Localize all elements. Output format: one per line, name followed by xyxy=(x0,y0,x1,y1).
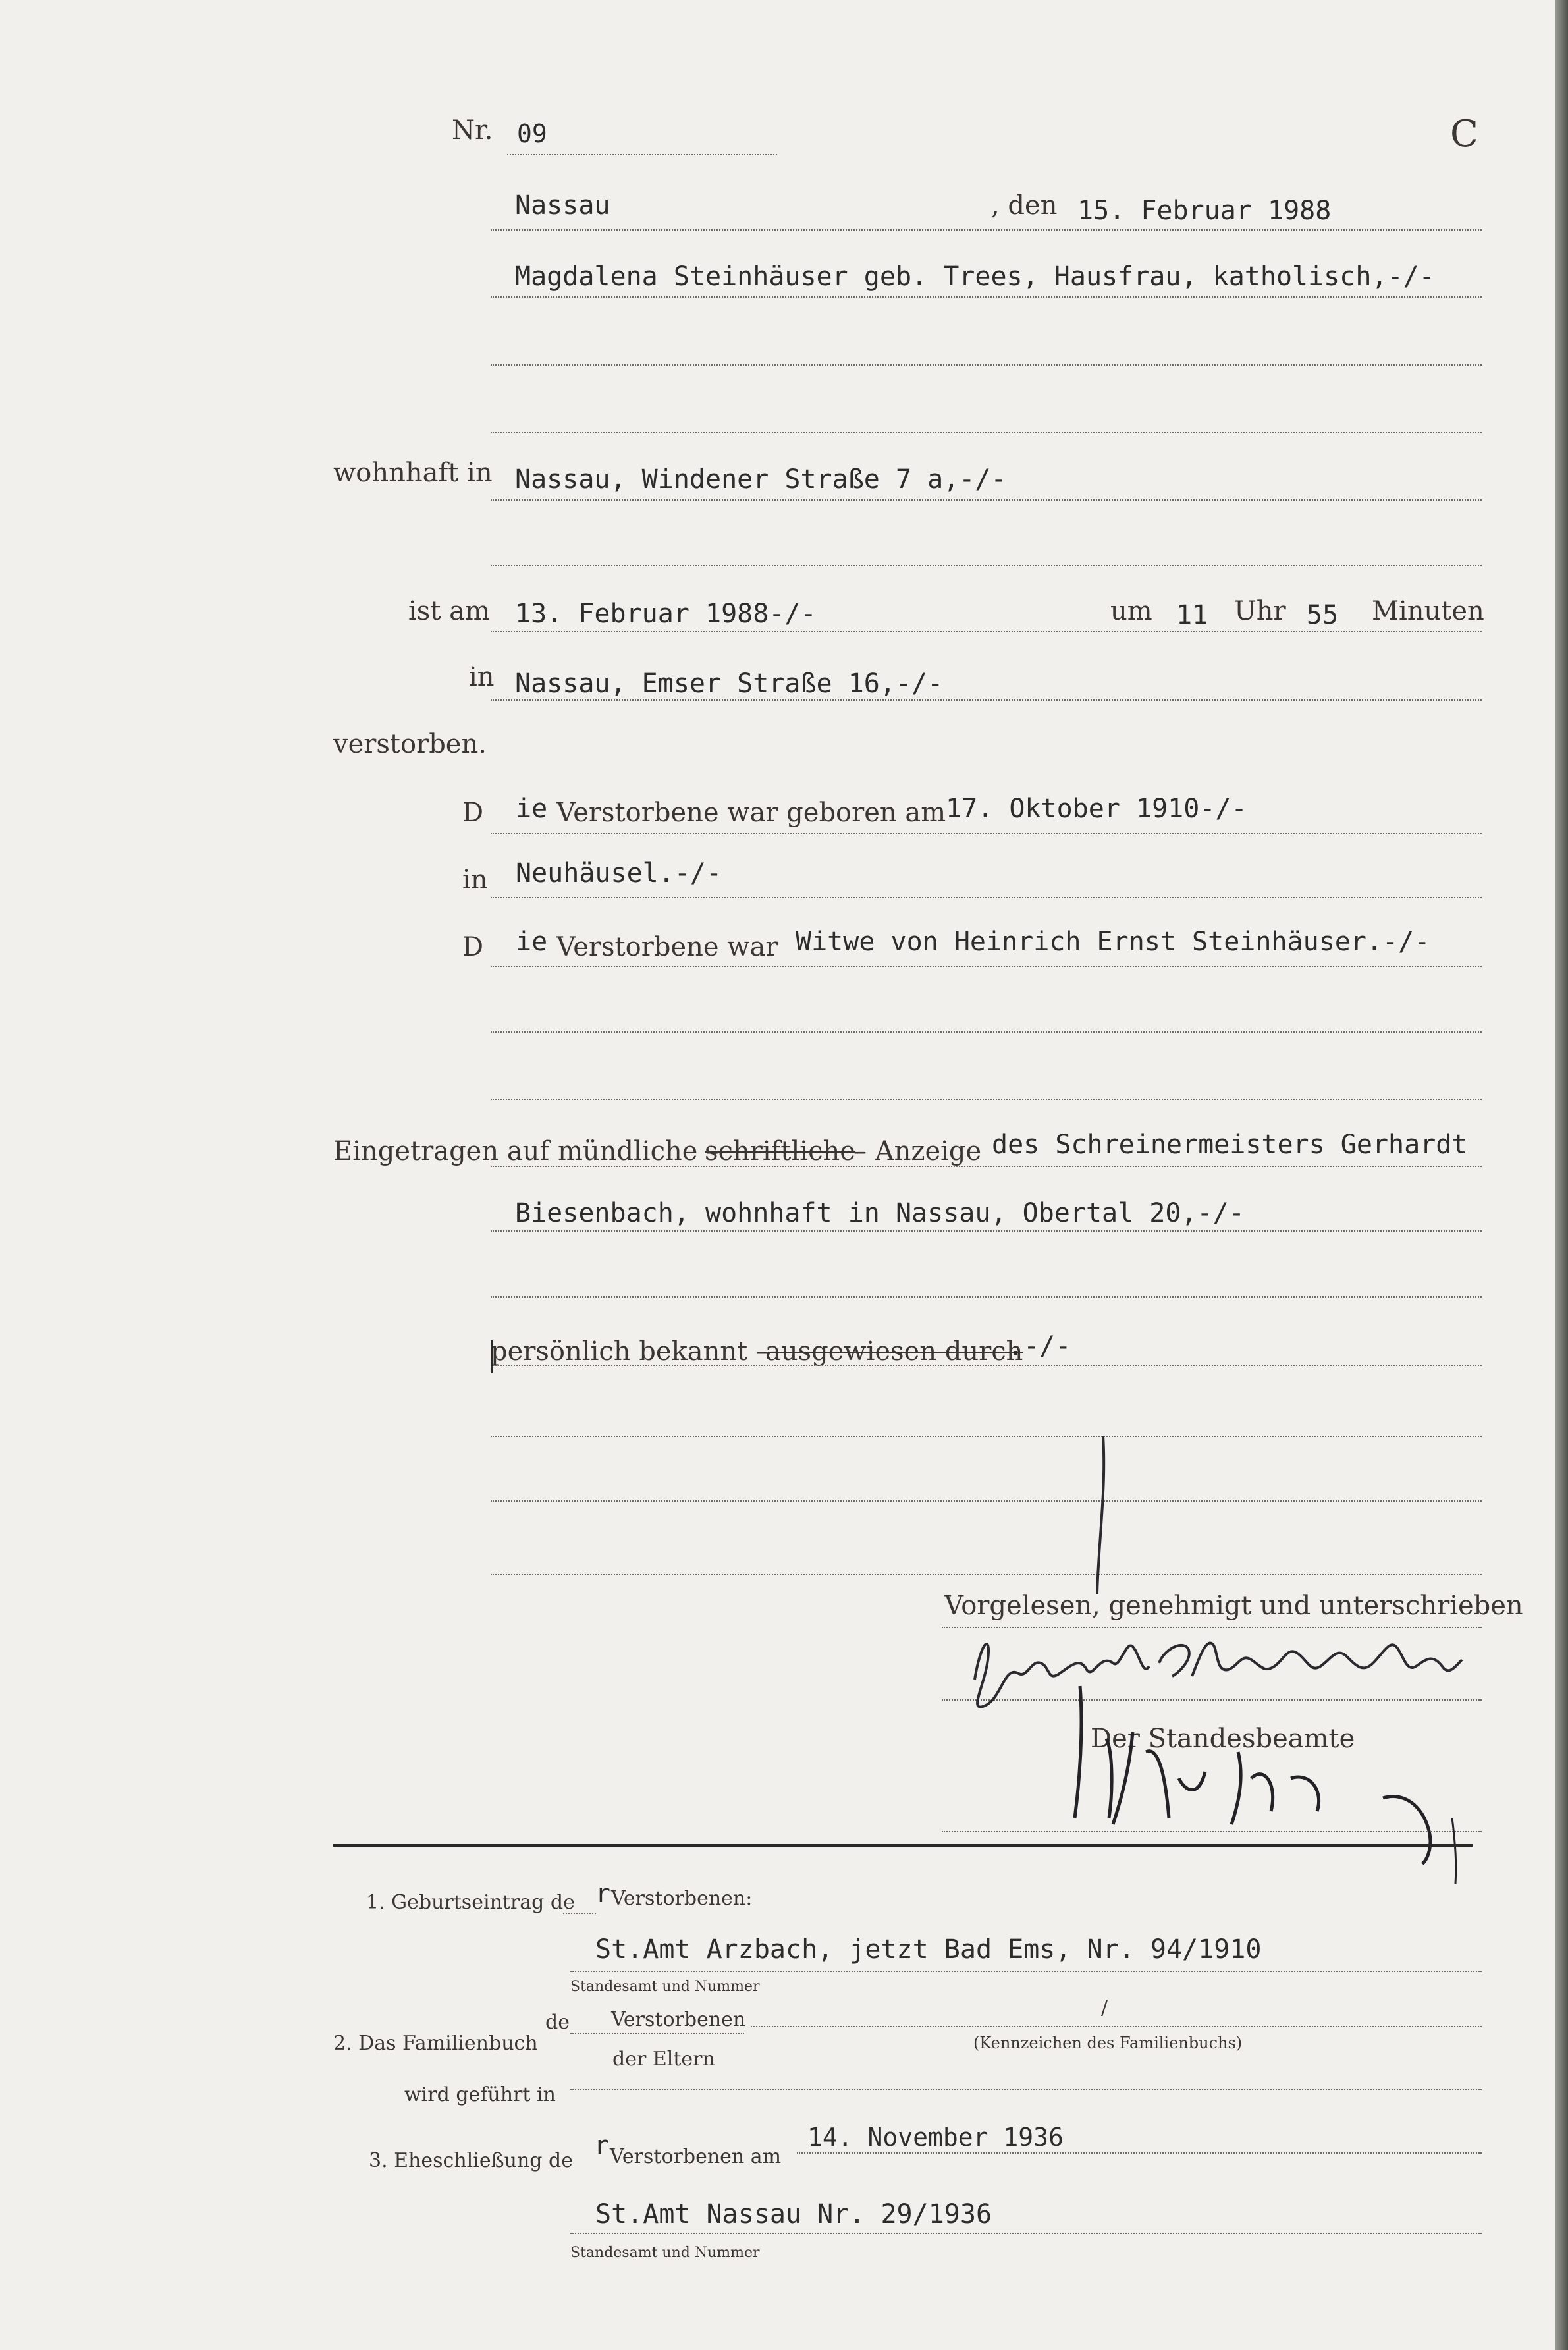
rule xyxy=(491,1436,1482,1437)
deceased-name: Magdalena Steinhäuser geb. Trees, Hausfrau, katholisch,-/- xyxy=(515,261,1435,292)
rule xyxy=(563,1913,596,1914)
registrar-label: Der Standesbeamte xyxy=(1091,1724,1355,1754)
rule xyxy=(570,2233,1482,2234)
rule xyxy=(491,1099,1482,1100)
den-label: , den xyxy=(991,190,1058,221)
status-d-label: D xyxy=(462,932,484,962)
footer-item3-suffix: Verstorbenen am xyxy=(610,2145,782,2168)
birth-text: Verstorbene war geboren am xyxy=(556,798,946,828)
rule xyxy=(491,499,1482,501)
rule xyxy=(491,1296,1482,1298)
footer-item2-de: de xyxy=(545,2011,570,2034)
footer-item3-r: r xyxy=(594,2131,609,2160)
rule xyxy=(570,2089,1482,2090)
rule xyxy=(751,2026,1482,2027)
read-approved-text: Vorgelesen, genehmigt und unterschrieben xyxy=(944,1591,1523,1621)
rule xyxy=(570,2033,744,2034)
residence-label: wohnhaft in xyxy=(333,458,493,488)
rule xyxy=(491,229,1482,231)
kennzeichen-caption: (Kennzeichen des Familienbuchs) xyxy=(973,2034,1243,2052)
rule xyxy=(491,1500,1482,1502)
series-letter: C xyxy=(1450,113,1478,155)
rule xyxy=(491,897,1482,898)
rule xyxy=(491,1365,1482,1366)
birth-d-label: D xyxy=(462,798,484,828)
ist-am-label: ist am xyxy=(408,596,490,626)
marriage-record-value: St.Amt Nassau Nr. 29/1936 xyxy=(595,2199,992,2229)
struck-ausgewiesen: ausgewiesen durch xyxy=(765,1336,1023,1367)
rule xyxy=(491,1574,1482,1575)
residence-value: Nassau, Windener Straße 7 a,-/- xyxy=(515,464,1007,495)
entry-number: 09 xyxy=(517,119,547,148)
identity-suffix: .-/- xyxy=(1008,1331,1071,1361)
birth-in-label: in xyxy=(462,865,488,895)
verstorben-label: verstorben. xyxy=(333,729,487,759)
rule xyxy=(942,1831,1482,1832)
rule xyxy=(491,296,1482,298)
rule xyxy=(491,833,1482,834)
um-label: um xyxy=(1110,596,1152,626)
binding-gutter xyxy=(1555,0,1568,2350)
rule xyxy=(491,1230,1482,1232)
footer-item2-label: 2. Das Familienbuch xyxy=(333,2032,538,2055)
identity-prefix: persönlich bekannt – xyxy=(491,1336,769,1367)
nr-label: Nr. xyxy=(452,115,493,146)
margin-bracket xyxy=(491,1340,493,1373)
death-minutes: 55 xyxy=(1307,600,1339,630)
struck-schriftliche: schriftliche xyxy=(705,1136,855,1166)
death-place: Nassau, Emser Straße 16,-/- xyxy=(515,669,944,699)
footer-item1-r: r xyxy=(595,1879,610,1908)
footer-item2-slash: / xyxy=(1101,1996,1108,2019)
death-hour: 11 xyxy=(1176,600,1208,630)
footer-item2-value: Verstorbenen xyxy=(611,2008,746,2031)
birth-place: Neuhäusel.-/- xyxy=(516,858,722,888)
death-date: 13. Februar 1988-/- xyxy=(515,599,817,629)
footer-item3-label: 3. Eheschließung de xyxy=(369,2149,573,2172)
registration-suffix: – Anzeige xyxy=(853,1136,982,1166)
rule xyxy=(491,565,1482,566)
footer-divider xyxy=(333,1844,1473,1847)
minuten-label: Minuten xyxy=(1372,596,1484,626)
rule xyxy=(491,1166,1482,1167)
rule xyxy=(491,1031,1482,1033)
rule xyxy=(507,154,777,155)
marital-status: Witwe von Heinrich Ernst Steinhäuser.-/- xyxy=(796,927,1430,957)
informant-line-2: Biesenbach, wohnhaft in Nassau, Obertal 20,-/- xyxy=(515,1198,1245,1228)
registry-place: Nassau xyxy=(515,190,610,221)
rule xyxy=(491,631,1482,632)
rule xyxy=(570,1971,1482,1972)
rule xyxy=(942,1699,1482,1701)
rule xyxy=(491,364,1482,366)
birth-record-value: St.Amt Arzbach, jetzt Bad Ems, Nr. 94/1910 xyxy=(595,1934,1262,1965)
status-text: Verstorbene war xyxy=(556,932,778,962)
footer-item2-wird: wird geführt in xyxy=(404,2083,556,2106)
birth-ie: ie xyxy=(516,794,548,824)
informant-line-1: des Schreinermeisters Gerhardt xyxy=(992,1130,1468,1160)
registration-date: 15. Februar 1988 xyxy=(1077,196,1332,226)
standesamt-nummer-caption-2: Standesamt und Nummer xyxy=(570,2245,760,2261)
footer-item2-eltern: der Eltern xyxy=(612,2048,715,2071)
rule xyxy=(491,432,1482,433)
in-label: in xyxy=(469,662,495,692)
registration-prefix: Eingetragen auf mündliche – xyxy=(333,1136,720,1166)
status-ie: ie xyxy=(516,927,548,957)
uhr-label: Uhr xyxy=(1234,596,1286,626)
rule xyxy=(797,2152,1482,2154)
footer-item1-label: 1. Geburtseintrag de xyxy=(366,1891,575,1914)
rule xyxy=(942,1627,1482,1628)
birth-date: 17. Oktober 1910-/- xyxy=(946,794,1247,824)
marriage-date: 14. November 1936 xyxy=(807,2123,1064,2152)
footer-item1-suffix: Verstorbenen: xyxy=(611,1887,753,1910)
rule xyxy=(491,699,1482,701)
standesamt-nummer-caption-1: Standesamt und Nummer xyxy=(570,1979,760,1995)
rule xyxy=(491,966,1482,967)
